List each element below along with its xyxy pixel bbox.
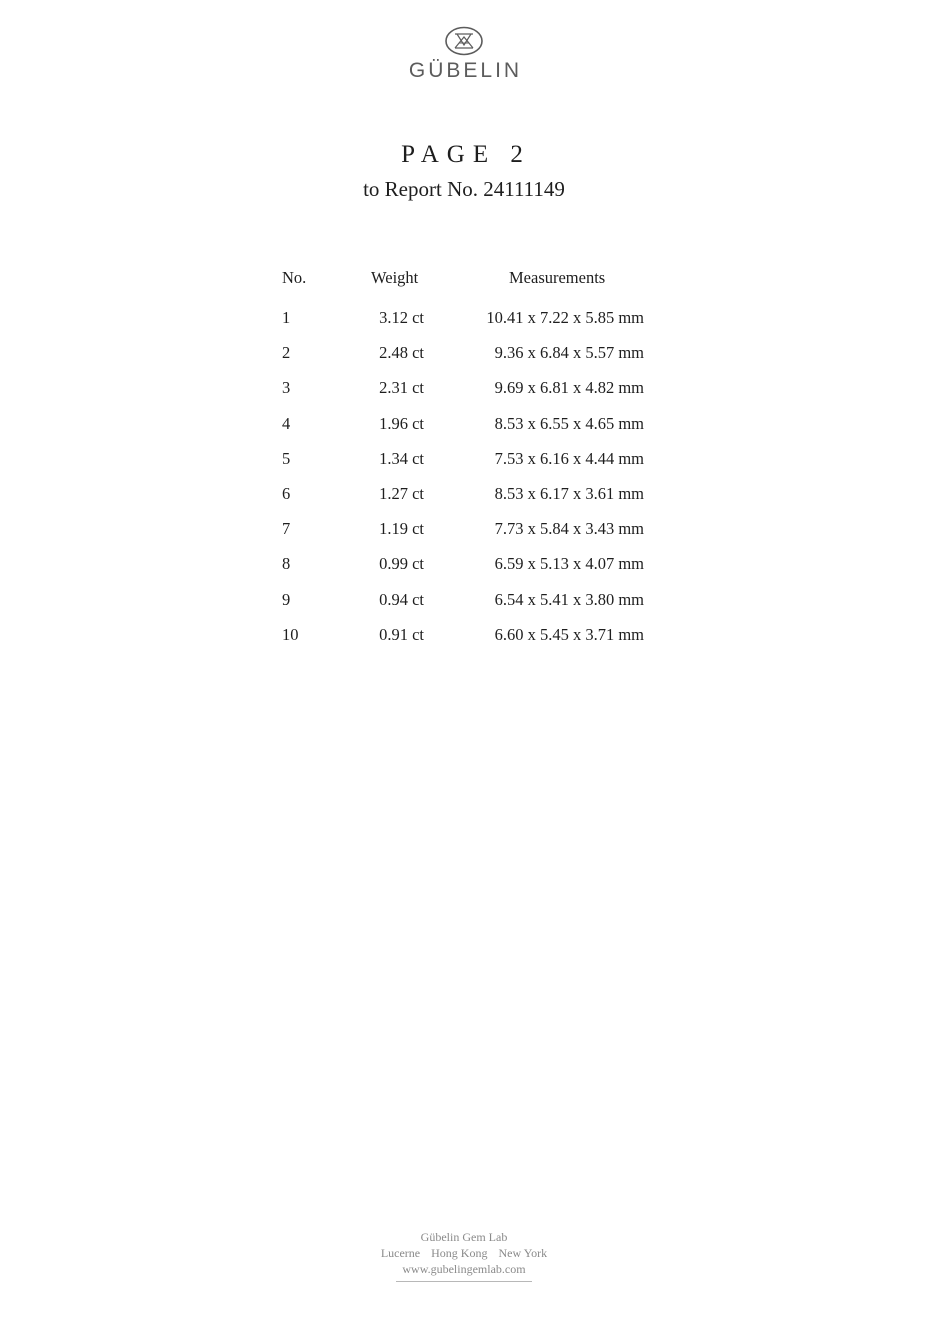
- page-title: PAGE 2: [401, 141, 531, 168]
- report-reference: to Report No. 24111149: [363, 177, 565, 201]
- row-weight: 1.19 ct: [379, 519, 424, 539]
- row-measurements: 7.73 x 5.84 x 3.43 mm: [494, 519, 644, 539]
- row-measurements: 8.53 x 6.17 x 3.61 mm: [494, 483, 644, 503]
- column-header-measurements: Measurements: [509, 268, 606, 287]
- row-weight: 1.96 ct: [379, 413, 424, 433]
- row-measurements: 6.60 x 5.45 x 3.71 mm: [494, 624, 644, 644]
- footer-city: New York: [498, 1246, 548, 1260]
- table-row: [282, 519, 662, 554]
- row-measurements: 6.54 x 5.41 x 3.80 mm: [494, 589, 644, 609]
- column-header-weight: Weight: [371, 268, 419, 287]
- row-number: 5: [282, 448, 291, 468]
- row-weight: 2.48 ct: [379, 343, 424, 363]
- footer: [0, 1229, 928, 1282]
- table-header-row: [282, 268, 662, 308]
- row-measurements: 9.69 x 6.81 x 4.82 mm: [494, 378, 644, 398]
- row-measurements: 8.53 x 6.55 x 4.65 mm: [494, 413, 644, 433]
- brand-wordmark: GÜBELIN: [408, 59, 523, 82]
- table-row: [282, 484, 662, 519]
- row-weight: 0.99 ct: [379, 554, 424, 574]
- row-weight: 3.12 ct: [379, 308, 424, 327]
- table-row: [282, 378, 662, 413]
- row-number: 4: [282, 413, 291, 433]
- row-number: 3: [282, 378, 291, 398]
- table-row: [282, 449, 662, 484]
- row-measurements: 6.59 x 5.13 x 4.07 mm: [494, 554, 644, 574]
- row-number: 8: [282, 554, 291, 574]
- footer-city: Lucerne: [380, 1246, 421, 1260]
- table-row: [282, 625, 662, 660]
- row-number: 6: [282, 483, 291, 503]
- row-number: 7: [282, 519, 291, 539]
- row-weight: 0.91 ct: [379, 624, 424, 644]
- table-row: [282, 554, 662, 589]
- footer-divider: [396, 1281, 532, 1282]
- measurements-table: [282, 268, 662, 660]
- row-number: 2: [282, 343, 291, 363]
- table-row: [282, 414, 662, 449]
- row-number: 10: [282, 624, 299, 644]
- gubelin-emblem-icon: [444, 26, 484, 56]
- row-number: 9: [282, 589, 291, 609]
- table-row: [282, 343, 662, 378]
- column-header-no: No.: [282, 268, 307, 287]
- row-measurements: 7.53 x 6.16 x 4.44 mm: [494, 448, 644, 468]
- footer-lab-name: Gübelin Gem Lab: [420, 1230, 508, 1244]
- footer-cities: [0, 1245, 928, 1261]
- footer-website-link[interactable]: www.gubelingemlab.com: [402, 1262, 526, 1276]
- row-number: 1: [282, 308, 291, 327]
- row-weight: 1.27 ct: [379, 483, 424, 503]
- row-measurements: 9.36 x 6.84 x 5.57 mm: [494, 343, 644, 363]
- table-row: [282, 308, 662, 343]
- brand-logo: [0, 26, 928, 83]
- row-measurements: 10.41 x 7.22 x 5.85 mm: [486, 308, 644, 327]
- footer-city: Hong Kong: [431, 1246, 488, 1260]
- row-weight: 2.31 ct: [379, 378, 424, 398]
- table-row: [282, 590, 662, 625]
- row-weight: 0.94 ct: [379, 589, 424, 609]
- row-weight: 1.34 ct: [379, 448, 424, 468]
